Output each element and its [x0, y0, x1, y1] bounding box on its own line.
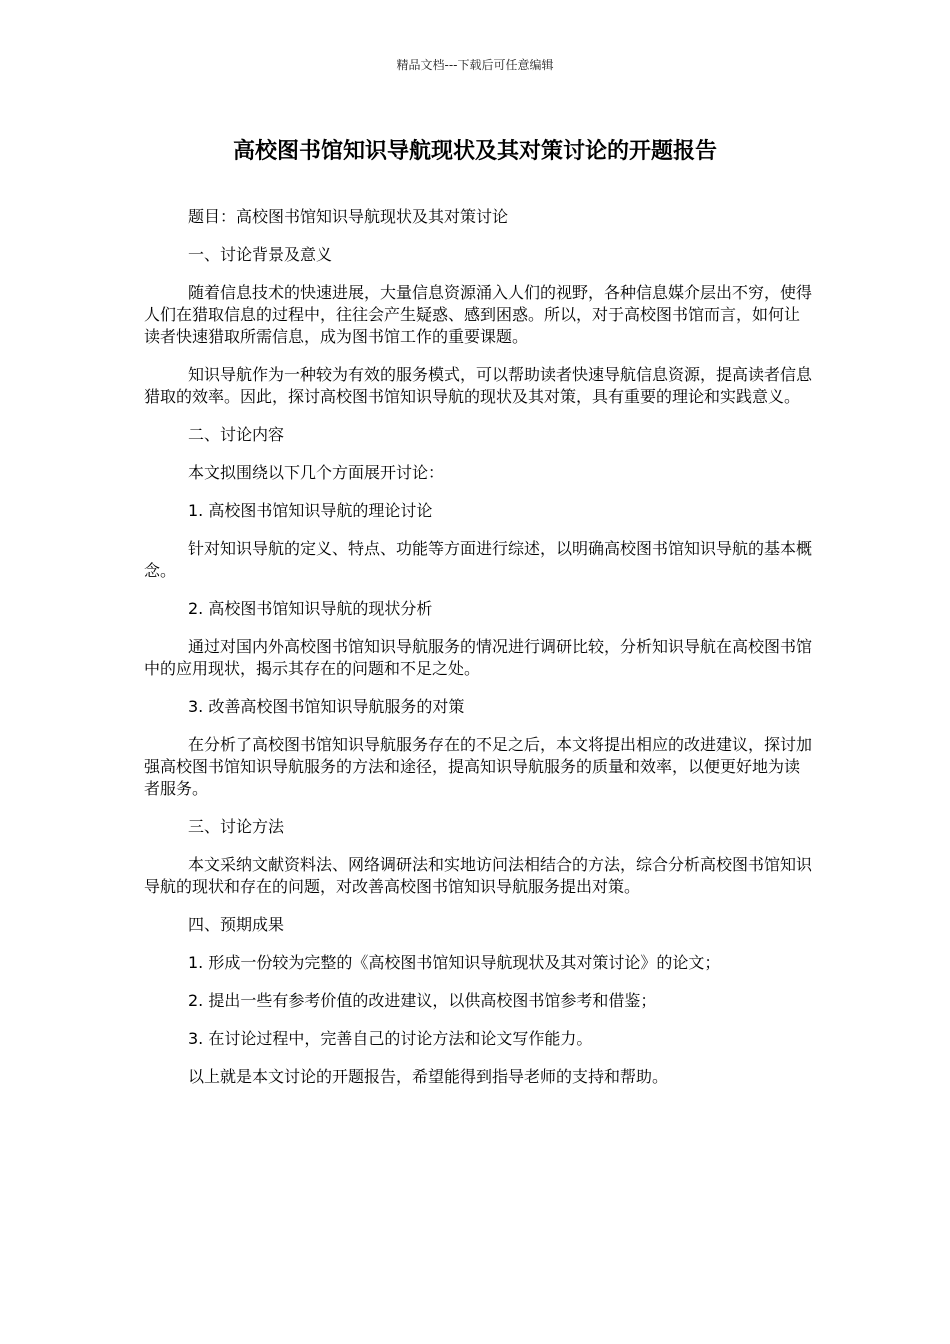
section-heading-outcomes: 四、预期成果 [188, 915, 285, 934]
header-note: 精品文档---下载后可任意编辑 [396, 58, 554, 72]
closing-paragraph: 以上就是本文讨论的开题报告，希望能得到指导老师的支持和帮助。 [188, 1067, 669, 1086]
body-paragraph: 在分析了高校图书馆知识导航服务存在的不足之后，本文将提出相应的改进建议，探讨加强高校图书馆知识导航服务的方法和途径，提高知识导航服务的质量和效率，以便更好地为读者服务。 [144, 735, 813, 798]
section-heading-background: 一、讨论背景及意义 [188, 245, 333, 264]
subheading-theory: 1. 高校图书馆知识导航的理论讨论 [188, 501, 433, 520]
body-paragraph: 本文采纳文献资料法、网络调研法和实地访问法相结合的方法，综合分析高校图书馆知识导航的现状和存在的问题，对改善高校图书馆知识导航服务提出对策。 [144, 855, 813, 896]
body-paragraph: 通过对国内外高校图书馆知识导航服务的情况进行调研比较，分析知识导航在高校图书馆中的应用现状，揭示其存在的问题和不足之处。 [144, 637, 813, 678]
body-paragraph: 本文拟围绕以下几个方面展开讨论： [188, 463, 445, 482]
document-body [144, 206, 812, 1104]
list-item: 1. 形成一份较为完整的《高校图书馆知识导航现状及其对策讨论》的论文； [188, 953, 721, 972]
section-heading-content: 二、讨论内容 [188, 425, 285, 444]
subheading-status: 2. 高校图书馆知识导航的现状分析 [188, 599, 433, 618]
section-heading-method: 三、讨论方法 [188, 817, 285, 836]
body-paragraph: 随着信息技术的快速进展，大量信息资源涌入人们的视野，各种信息媒介层出不穷，使得人们在猎取信息的过程中，往往会产生疑惑、感到困惑。所以，对于高校图书馆而言，如何让读者快速猎取所需信息，成为图书馆工作的重要课题。 [144, 283, 813, 346]
subheading-countermeasures: 3. 改善高校图书馆知识导航服务的对策 [188, 697, 465, 716]
body-paragraph: 针对知识导航的定义、特点、功能等方面进行综述，以明确高校图书馆知识导航的基本概念。 [144, 539, 813, 580]
list-item: 3. 在讨论过程中，完善自己的讨论方法和论文写作能力。 [188, 1029, 593, 1048]
list-item: 2. 提出一些有参考价值的改进建议，以供高校图书馆参考和借鉴； [188, 991, 657, 1010]
topic-line: 题目：高校图书馆知识导航现状及其对策讨论 [188, 207, 509, 226]
document-title: 高校图书馆知识导航现状及其对策讨论的开题报告 [232, 139, 717, 164]
body-paragraph: 知识导航作为一种较为有效的服务模式，可以帮助读者快速导航信息资源，提高读者信息猎取的效率。因此，探讨高校图书馆知识导航的现状及其对策，具有重要的理论和实践意义。 [144, 365, 813, 406]
